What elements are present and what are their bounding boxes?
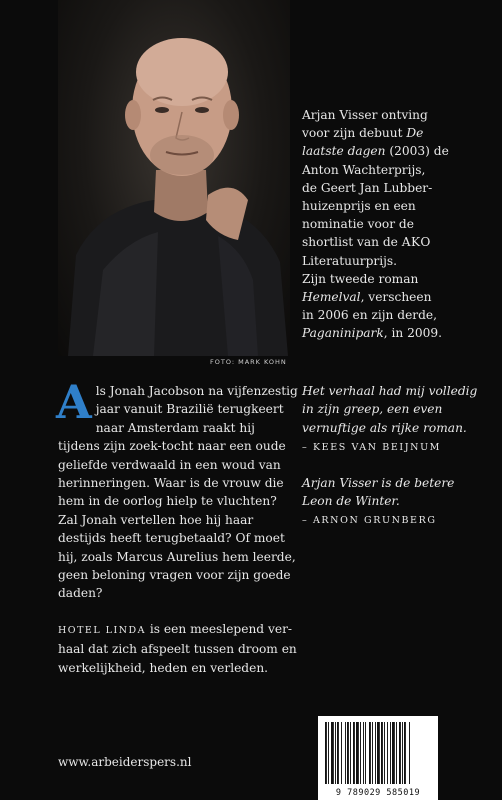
bio-line: de Geert Jan Lubber-: [302, 180, 433, 195]
barcode-bar: [341, 722, 342, 784]
barcode-bar: [328, 722, 329, 784]
barcode-bar: [384, 722, 385, 784]
review-quotes: [302, 382, 487, 547]
barcode-bar: [375, 722, 376, 784]
barcode-bar: [347, 722, 349, 784]
barcode-bar: [404, 722, 406, 784]
description-paragraph-2: HOTEL LINDA is een meeslepend ver-haal dat zich afspeelt tussen droom en werkelijkheid, heden en verleden.: [58, 621, 297, 675]
barcode-bar: [350, 722, 351, 784]
review-quote: Arjan Visser is de betere Leon de Winter. – ARNON GRUNBERG: [302, 475, 455, 527]
drop-cap: A: [56, 375, 92, 429]
review-quote: Het verhaal had mij volledig in zijn greep, een even vernuftige als rijke roman. – KEES VAN BEIJNUM: [302, 384, 478, 454]
barcode-bar: [377, 722, 380, 784]
barcode-bar: [325, 722, 327, 784]
book-title: HOTEL LINDA: [58, 624, 147, 636]
bio-line: voor zijn debuut De: [302, 126, 424, 141]
barcode-bar: [356, 722, 359, 784]
barcode-bar: [363, 722, 364, 784]
bio-line: nominatie voor de: [302, 217, 414, 232]
barcode-bar: [331, 722, 334, 784]
barcode-bar: [381, 722, 383, 784]
bio-line: Anton Wachterprijs,: [302, 162, 426, 177]
bio-line: Arjan Visser ontving: [302, 108, 428, 122]
barcode-bar: [392, 722, 395, 784]
bio-line: Literatuurprijs.: [302, 253, 398, 268]
barcode-bar: [390, 722, 391, 784]
barcode-bar: [396, 722, 397, 784]
description-paragraph-1: Als Jonah Jacobson na vijfenzestig jaar vanuit Brazilië terugkeert naar Amsterdam raakt hij tijdens zijn zoek-tocht naar een oude geliefde verdwaald in een woud van herinneringen. Waar is de vrouw die hem in de oorlog hielp te vluchten? Zal Jonah vertellen hoe hij haar destijds heeft terugbetaald? Of moet hij, zoals Marcus Aurelius hem leerde, geen beloning vragen voor zijn goede daden?: [56, 375, 298, 601]
barcode-bar: [335, 722, 336, 784]
publisher-website: www.arbeiderspers.nl: [58, 755, 192, 769]
barcode-bar: [369, 722, 371, 784]
bio-line: shortlist van de AKO: [302, 235, 431, 250]
author-photo: [58, 0, 290, 356]
quote-author: – KEES VAN BEIJNUM: [302, 442, 441, 454]
book-description: [56, 375, 298, 694]
bio-line: Hemelval, verscheen: [302, 290, 432, 305]
quote-author: – ARNON GRUNBERG: [302, 515, 437, 527]
bio-line: Paganinipark, in 2009.: [302, 326, 443, 341]
barcode-bar: [353, 722, 355, 784]
isbn-barcode: [318, 716, 438, 800]
bio-line: in 2006 en zijn derde,: [302, 308, 437, 323]
author-bio: [302, 106, 492, 343]
isbn-number: 9 789029 585019: [335, 788, 421, 798]
barcode-bar: [360, 722, 361, 784]
barcode-bar: [409, 722, 410, 784]
photo-credit: FOTO: MARK KOHN: [210, 358, 287, 366]
barcode-bar: [387, 722, 388, 784]
bio-line: laatste dagen (2003) de: [302, 144, 449, 159]
bio-line: huizenprijs en een: [302, 199, 416, 214]
barcode-bar: [345, 722, 346, 784]
barcode-bar: [337, 722, 339, 784]
barcode-bar: [402, 722, 403, 784]
bio-line: Zijn tweede roman: [302, 271, 419, 286]
barcode-bar: [399, 722, 401, 784]
barcode-bar: [365, 722, 366, 784]
barcode-bar: [372, 722, 373, 784]
